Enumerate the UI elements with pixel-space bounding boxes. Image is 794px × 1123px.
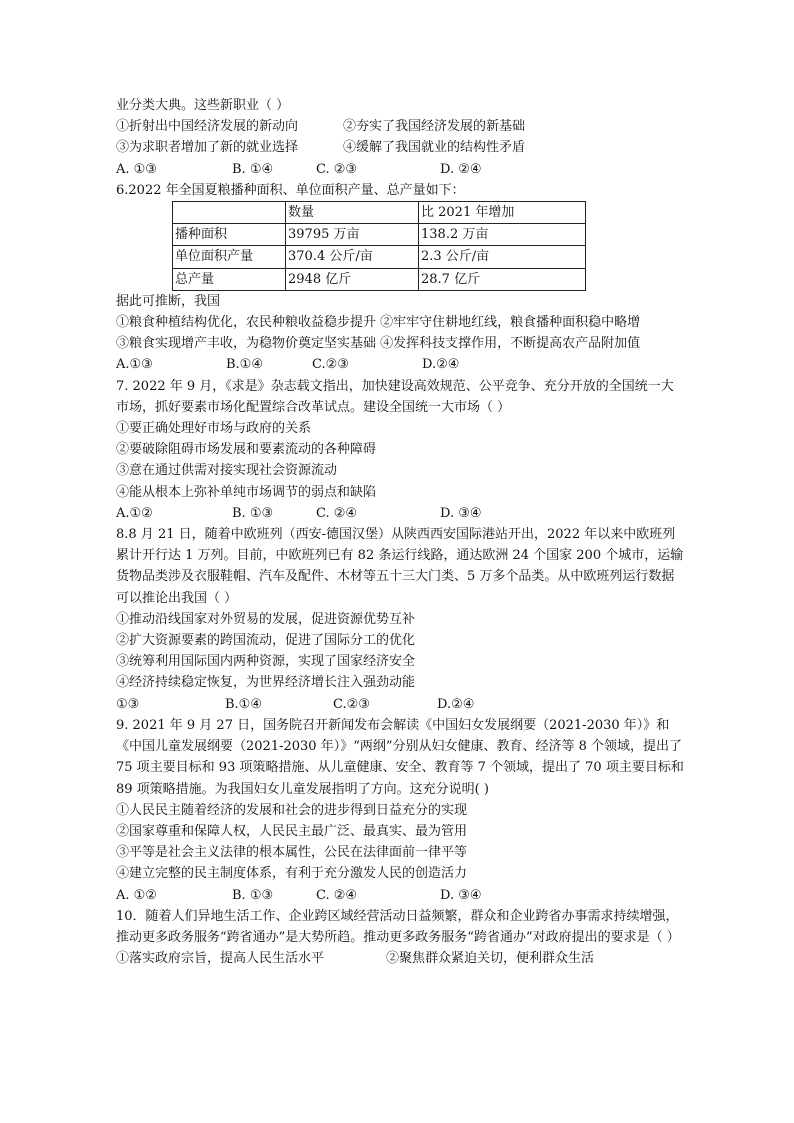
q6-choice-d: D.②④ (422, 357, 460, 373)
table-header-cell: 比 2021 年增加 (419, 202, 586, 224)
q6-choice-c: C.②③ (312, 357, 349, 373)
q8-stem: 8.8 月 21 日，随着中欧班列（西安-德国汉堡）从陕西西安国际港站开出，2022 年以来中欧班列累计开行达 1 万列。目前，中欧班列已有 82 条运行线路，通达欧洲 24 个国家 200 个城市，运输货物品类涉及衣服鞋帽、汽车及配件、木材等五十三大门类、5 万多个品类。从中欧班列运行数据可以推论出我国（ ） (116, 527, 684, 606)
q7-option-1: ①要正确处理好市场与政府的关系 (116, 421, 312, 437)
q7-option-2: ②要破除阻碍市场发展和要素流动的各种障碍 (116, 442, 377, 458)
q6-data-table (172, 201, 586, 291)
q6-stem: 6.2022 年全国夏粮播种面积、单位面积产量、总产量如下： (116, 182, 465, 198)
q9-choices (116, 885, 686, 906)
q6-choice-a: A.①③ (116, 357, 153, 373)
exam-page (116, 95, 686, 969)
table-cell: 总产量 (173, 268, 286, 290)
q9-choice-b: B. ①③ (232, 887, 274, 903)
q7-option-3: ③意在通过供需对接实现社会资源流动 (116, 463, 338, 479)
q6-choices (116, 354, 686, 375)
q9-choice-d: D. ③④ (440, 887, 482, 903)
table-row (173, 246, 586, 268)
q8-option-2: ②扩大资源要素的跨国流动，促进了国际分工的优化 (116, 633, 416, 649)
table-header-cell (173, 202, 286, 224)
q5-options-row-1 (116, 116, 686, 137)
q5-option-2: ②夯实了我国经济发展的新基础 (343, 119, 526, 135)
q7-choice-a: A.①② (116, 505, 153, 521)
q5-option-1: ①折射出中国经济发展的新动向 (116, 119, 299, 135)
q6-lead: 据此可推断，我国 (116, 293, 221, 309)
q9-option-3: ③平等是社会主义法律的根本属性，公民在法律面前一律平等 (116, 845, 468, 861)
q6-choice-b: B.①④ (226, 357, 263, 373)
q5-choice-c: C. ②③ (316, 161, 358, 177)
table-cell: 播种面积 (173, 224, 286, 246)
q5-option-4: ④缓解了我国就业的结构性矛盾 (343, 140, 526, 156)
q9-option-1: ①人民民主随着经济的发展和社会的进步得到日益充分的实现 (116, 802, 468, 818)
q5-stem-tail: 业分类大典。这些新职业（ ） (116, 98, 290, 113)
table-cell: 370.4 公斤/亩 (286, 246, 419, 268)
table-cell: 单位面积产量 (173, 246, 286, 268)
q9-option-2: ②国家尊重和保障人权，人民民主最广泛、最真实、最为管用 (116, 823, 468, 839)
q8-option-4: ④经济持续稳定恢复，为世界经济增长注入强劲动能 (116, 675, 416, 691)
q5-choice-a: A. ①③ (116, 161, 157, 177)
q8-choice-b: B.①④ (225, 696, 262, 712)
table-cell: 2.3 公斤/亩 (419, 246, 586, 268)
table-row (173, 268, 586, 290)
q8-option-3: ③统筹利用国际国内两种资源，实现了国家经济安全 (116, 654, 416, 670)
q7-stem: 7. 2022 年 9 月，《求是》杂志载文指出，加快建设高效规范、公平竞争、充分开放的全国统一大市场，抓好要素市场化配置综合改革试点。建设全国统一大市场（ ） (116, 378, 674, 415)
q6-options-1-2: ①粮食种植结构优化，农民种粮收益稳步提升 ②牢牢守住耕地红线，粮食播种面积稳中略增 (116, 315, 641, 331)
q9-option-4: ④建立完整的民主制度体系，有利于充分激发人民的创造活力 (116, 866, 468, 882)
q10-option-2: ②聚焦群众紧迫关切，便利群众生活 (386, 951, 595, 967)
q9-choice-c: C. ②④ (316, 887, 358, 903)
q8-option-1: ①推动沿线国家对外贸易的发展，促进资源优势互补 (116, 611, 416, 627)
q9-stem: 9. 2021 年 9 月 27 日，国务院召开新闻发布会解读《中国妇女发展纲要（2021-2030 年）》和《中国儿童发展纲要（2021-2030 年）》“两纲”分别从妇女健康、教育、经济等 8 个领域，提出了 75 项主要目标和 93 项策略措施、从儿童健康、安全、教育等 7 个领域，提出了 70 项主要目标和 89 项策略措施。为我国妇女儿童发展指明了方向。这充分说明( ) (116, 717, 684, 797)
table-header-cell: 数量 (286, 202, 419, 224)
table-cell: 2948 亿斤 (286, 268, 419, 290)
q8-choice-a: ①③ (116, 696, 140, 712)
q5-choices (116, 159, 686, 180)
table-header-row (173, 202, 586, 224)
q7-option-4: ④能从根本上弥补单纯市场调节的弱点和缺陷 (116, 484, 377, 500)
q8-choices (116, 694, 686, 715)
q7-choice-d: D. ③④ (440, 505, 482, 521)
table-cell: 28.7 亿斤 (419, 268, 586, 290)
table-row (173, 224, 586, 246)
q9-choice-a: A. ①② (116, 887, 157, 903)
q6-options-3-4: ③粮食实现增产丰收，为稳物价奠定坚实基础 ④发挥科技支撑作用，不断提高农产品附加值 (116, 336, 641, 352)
q8-choice-d: D.②④ (437, 696, 475, 712)
q8-choice-c: C.②③ (333, 696, 370, 712)
q10-stem: 10．随着人们异地生活工作、企业跨区域经营活动日益频繁，群众和企业跨省办事需求持续增强，推动更多政务服务“跨省通办”是大势所趋。推动更多政务服务“跨省通办”对政府提出的要求是（ ） (116, 908, 680, 945)
q7-choice-b: B. ①③ (232, 505, 274, 521)
q7-choice-c: C. ②④ (316, 505, 358, 521)
q5-choice-b: B. ①④ (232, 161, 274, 177)
q7-choices (116, 503, 686, 524)
table-cell: 39795 万亩 (286, 224, 419, 246)
q10-option-1: ①落实政府宗旨，提高人民生活水平 (116, 951, 325, 967)
q5-options-row-2 (116, 137, 686, 158)
table-cell: 138.2 万亩 (419, 224, 586, 246)
q5-option-3: ③为求职者增加了新的就业选择 (116, 140, 299, 156)
q10-options-row-1 (116, 948, 686, 969)
q5-choice-d: D. ②④ (440, 161, 482, 177)
